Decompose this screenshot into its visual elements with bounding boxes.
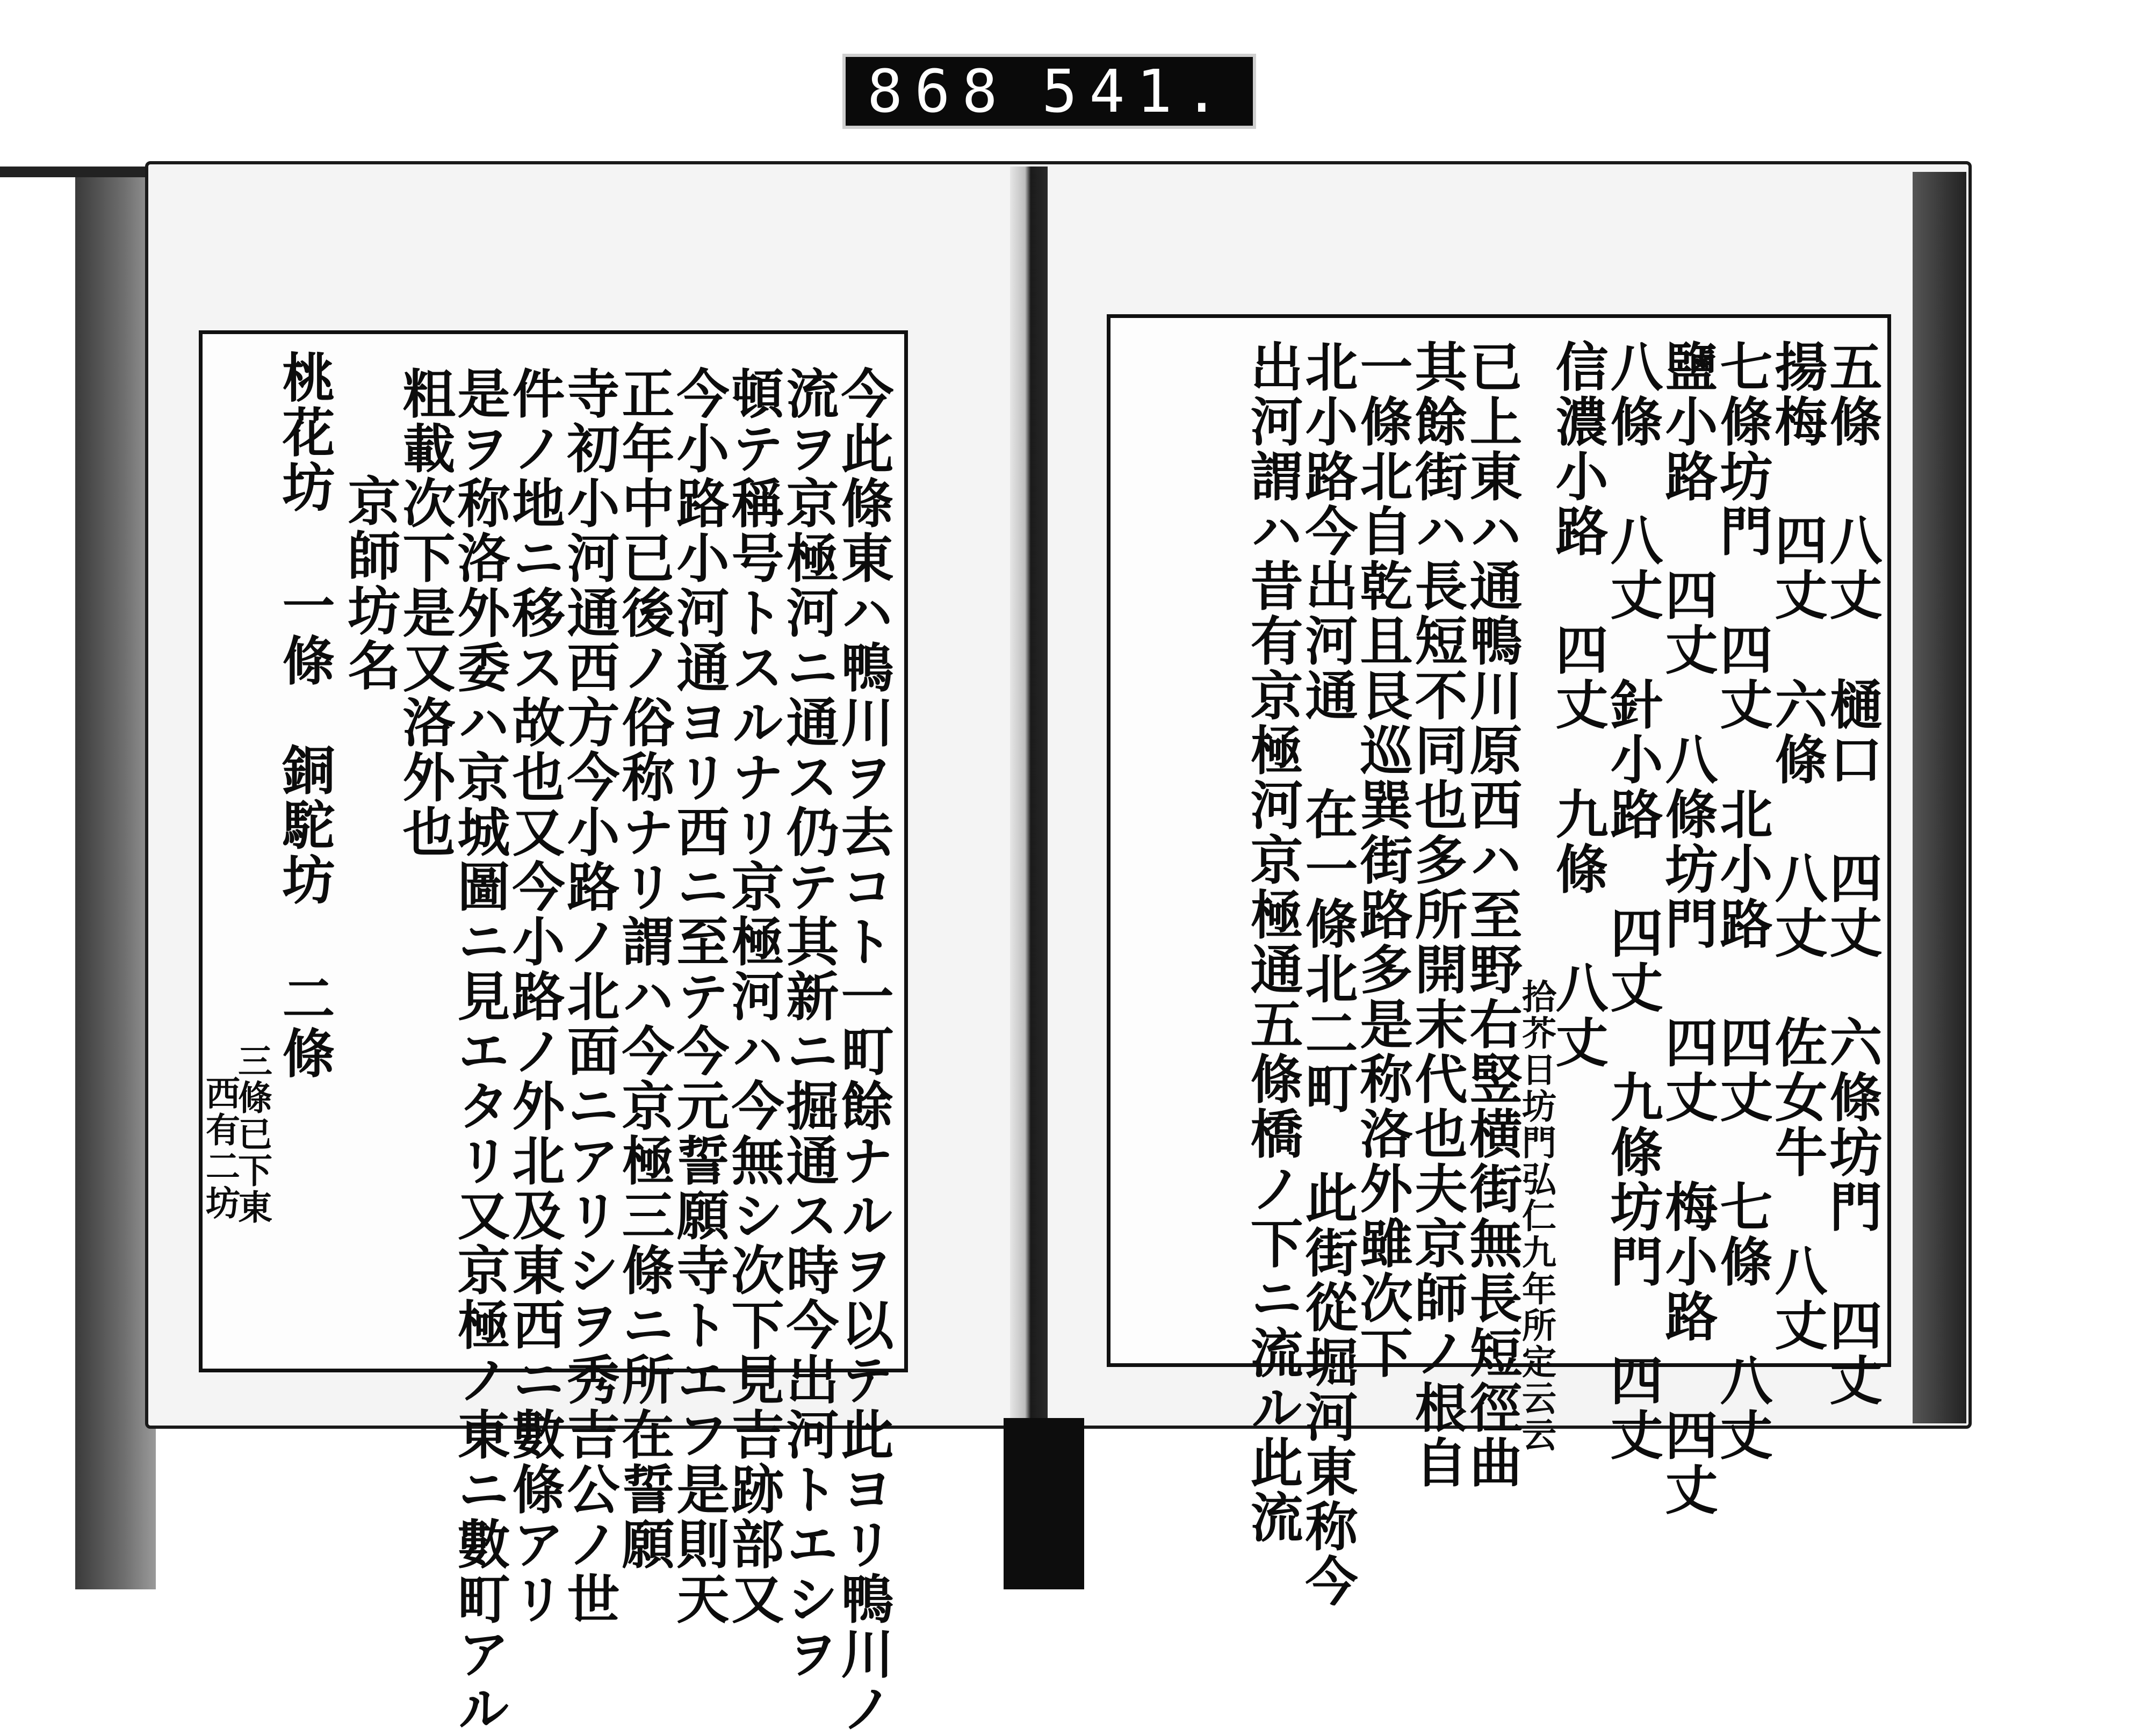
left-column-8: 是ヲ称洛外委ハ京城圖ニ見エタリ又京極ノ東ニ數町アル — [449, 366, 510, 1736]
right-column-11: 出河謂ハ昔有京極河京極通五條橋ノ下ニ流ル此流 — [1242, 339, 1303, 1545]
left-column-3: 頓テ稱号トスルナリ京極河ハ今無シ次下見吉跡部又 — [723, 366, 784, 1626]
binding-cord — [1004, 1418, 1084, 1589]
right-column-3: 七條坊門 四丈 北小路 四丈 七條 八丈 — [1711, 339, 1773, 1463]
right-column-10: 北小路今出河通 在一條北二町 此街從堀河東称今 — [1296, 339, 1358, 1609]
left-column-1: 今此條東ハ鴨川ヲ去コト一町餘ナルヲ以テ此ヨリ鴨川ノ — [832, 366, 894, 1736]
right-column-4: 鹽小路 四丈 八條坊門 四丈 梅小路 四丈 — [1656, 339, 1718, 1517]
book-right-edge — [1913, 172, 1966, 1423]
left-column-bomei-list: 桃花坊 一條 銅駝坊 二條 — [273, 350, 335, 1135]
right-note-shukai: 拾芥日坊門弘仁九年所定云云 — [1516, 979, 1556, 1453]
left-column-7: 件ノ地ニ移ス故也又今小路ノ外北及東西ニ數條アリ — [503, 366, 565, 1626]
right-column-5: 八條 八丈 針小路 四丈 九條坊門 四丈 — [1602, 339, 1663, 1463]
right-column-9: 一條北自乾且艮巡巽街路多是称洛外雖次下 — [1351, 339, 1413, 1380]
left-page-frame — [199, 330, 908, 1736]
left-column-9: 粗載次下是又洛外也 — [394, 366, 456, 859]
left-column-2: 流ヲ京極河ニ通ス仍テ其新ニ掘通ス時今出河トエシヲ — [777, 366, 839, 1681]
right-column-2: 揚梅 四丈 六條 八丈 佐女牛 八丈 — [1766, 339, 1828, 1353]
left-note-1: 三條已下東 — [232, 1043, 272, 1226]
right-page-frame — [1107, 314, 1891, 1609]
left-heading-kyoshi-bomei: 京師坊名 — [339, 474, 401, 693]
film-label — [842, 54, 1256, 129]
right-column-1: 五條 八丈 樋口 四丈 六條坊門 四丈 — [1821, 339, 1883, 1408]
scan-top-shadow — [0, 167, 161, 177]
left-column-5: 正年中已後ノ俗称ナリ謂ハ今京極三條ニ所在誓願 — [613, 366, 675, 1572]
scan-left-shadow — [75, 177, 156, 1589]
right-column-8: 其餘街ハ長短不同也多所開末代也夫京師ノ根自 — [1406, 339, 1468, 1490]
left-column-6: 寺初小河通西方今小路ノ北面ニアリシヲ秀吉公ノ世 — [558, 366, 620, 1626]
film-label-left: 868 — [867, 57, 1009, 126]
film-label-right: 541. — [1042, 57, 1231, 126]
left-note-2: 西有二坊 — [200, 1075, 240, 1221]
book-spine — [1010, 167, 1048, 1589]
left-column-4: 今小路小河通ヨリ西ニ至テ今元誓願寺トエフ是則天 — [668, 366, 730, 1626]
right-column-6: 信濃小路 四丈 九條 八丈 — [1547, 339, 1609, 1070]
right-column-7: 已上東ハ通鴨川原西ハ至野右竪横街無長短徑曲 — [1461, 339, 1523, 1490]
